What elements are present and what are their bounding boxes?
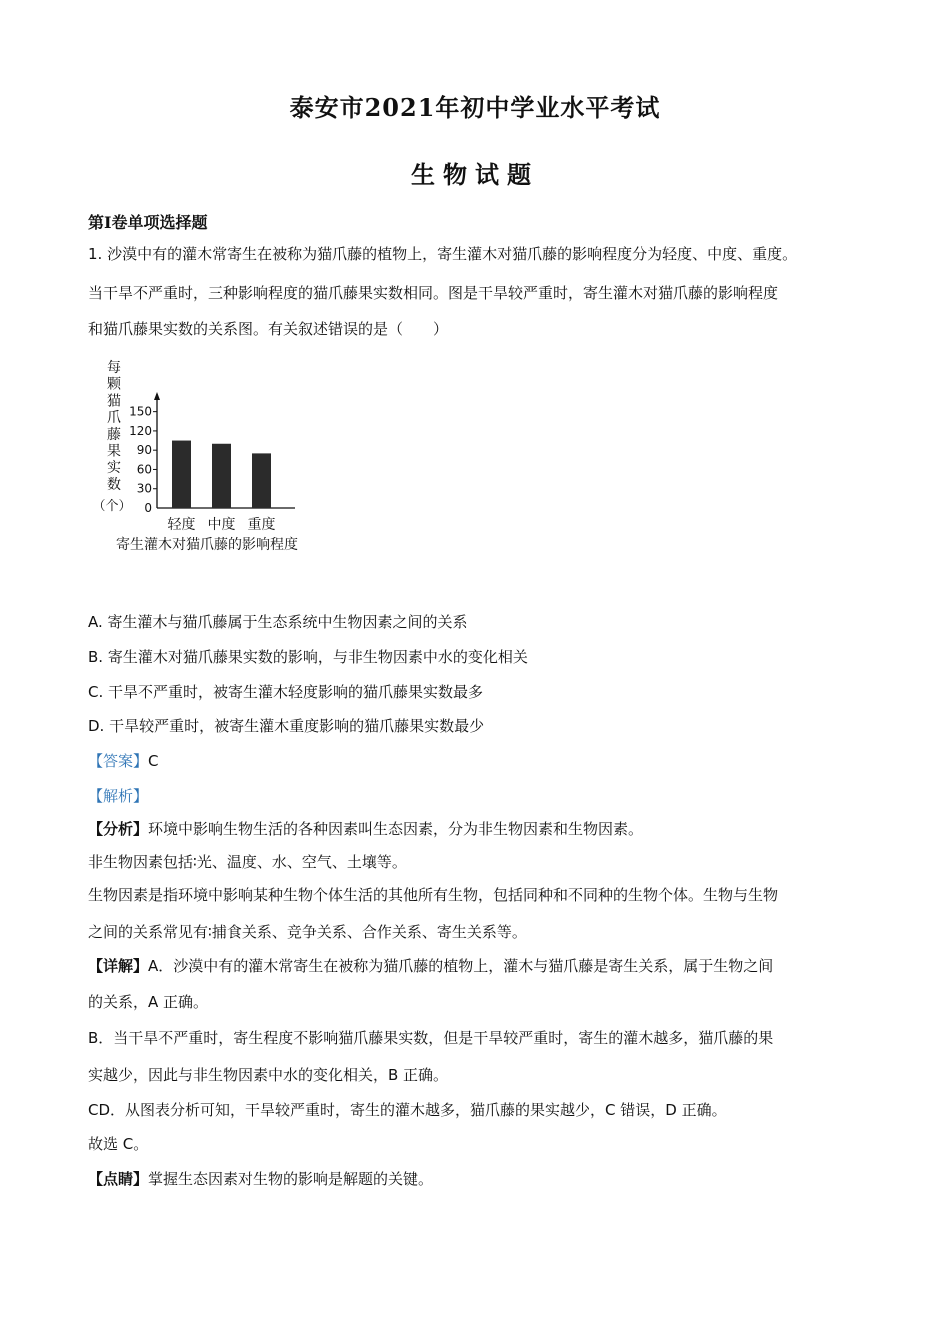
question-line-1: 1. 沙漠中有的灌木常寄生在被称为猫爪藤的植物上，寄生灌木对猫爪藤的影响程度分为轻度、中度、重度。 <box>88 245 798 263</box>
analysis-fenxi <box>88 819 643 839</box>
bar-轻度 <box>172 441 191 508</box>
analysis-label: 【解析】 <box>88 787 149 805</box>
y-tick-label: 90 <box>136 443 152 458</box>
dianjing-text: 掌握生态因素对生物的影响是解题的关键。 <box>148 1170 434 1188</box>
y-axis-label <box>92 360 131 514</box>
y-label-char: 猫 <box>107 393 121 410</box>
y-tick-label: 120 <box>129 423 152 438</box>
answer-label: 【答案】 <box>88 752 149 770</box>
analysis-dianjing <box>88 1169 433 1189</box>
y-tick-label: 0 <box>144 501 152 515</box>
y-label-char: 藤 <box>107 426 121 443</box>
x-category-label: 中度 <box>207 517 236 533</box>
fenxi-text: 环境中影响生物生活的各种因素叫生态因素，分为非生物因素和生物因素。 <box>148 820 644 838</box>
bar-中度 <box>212 444 231 508</box>
x-axis-label: 寄生灌木对猫爪藤的影响程度 <box>116 537 298 553</box>
option-b: B. 寄生灌木对猫爪藤果实数的影响，与非生物因素中水的变化相关 <box>88 648 528 666</box>
y-label-char: 数 <box>107 476 121 493</box>
answer-value: C <box>148 752 159 770</box>
y-label-char: 实 <box>107 460 121 477</box>
section-heading: 第I卷单项选择题 <box>88 213 208 232</box>
option-d: D. 干旱较严重时，被寄生灌木重度影响的猫爪藤果实数最少 <box>88 717 485 735</box>
bar-series <box>172 441 271 508</box>
bar-重度 <box>252 453 271 508</box>
option-c: C. 干旱不严重时，被寄生灌木轻度影响的猫爪藤果实数最多 <box>88 683 484 701</box>
x-category-label: 轻度 <box>167 517 196 533</box>
analysis-line-6: 的关系，A 正确。 <box>88 993 209 1011</box>
y-label-char: 每 <box>107 360 121 376</box>
y-label-char: 果 <box>107 443 121 460</box>
x-axis-categories <box>168 516 276 533</box>
analysis-line-3: 生物因素是指环境中影响某种生物个体生活的其他所有生物，包括同种和不同种的生物个体。生物与生物 <box>88 886 779 904</box>
analysis-xiangjie <box>88 956 773 976</box>
fenxi-label: 【分析】 <box>88 820 149 838</box>
y-label-char: 爪 <box>107 410 121 427</box>
page-subtitle: 生物试题 <box>411 160 539 189</box>
analysis-line-2: 非生物因素包括∶光、温度、水、空气、土壤等。 <box>88 853 407 871</box>
option-a: A. 寄生灌木与猫爪藤属于生态系统中生物因素之间的关系 <box>88 613 468 631</box>
y-tick-label: 150 <box>129 404 152 419</box>
analysis-line-9: CD．从图表分析可知，干旱较严重时，寄生的灌木越多，猫爪藤的果实越少，C 错误，D 正确。 <box>88 1101 727 1119</box>
dianjing-label: 【点睛】 <box>88 1170 149 1188</box>
analysis-line-7: B．当干旱不严重时，寄生程度不影响猫爪藤果实数，但是干旱较严重时，寄生的灌木越多，猫爪藤的果 <box>88 1029 774 1047</box>
fruit-count-bar-chart <box>90 352 350 562</box>
page-title: 泰安市2021年初中学业水平考试 <box>289 93 661 122</box>
xiangjie-text: A．沙漠中有的灌木常寄生在被称为猫爪藤的植物上，灌木与猫爪藤是寄生关系，属于生物之间 <box>148 957 774 975</box>
question-line-3: 和猫爪藤果实数的关系图。有关叙述错误的是（ ） <box>88 320 449 338</box>
analysis-line-8: 实越少，因此与非生物因素中水的变化相关，B 正确。 <box>88 1066 449 1084</box>
y-axis-arrow <box>154 392 160 400</box>
y-axis-ticks <box>129 405 157 515</box>
answer-line <box>88 751 159 771</box>
y-label-unit: （个） <box>92 499 132 514</box>
x-category-label: 重度 <box>247 517 276 533</box>
y-label-char: 颗 <box>107 376 121 393</box>
xiangjie-label: 【详解】 <box>88 957 149 975</box>
analysis-line-10: 故选 C。 <box>88 1135 149 1153</box>
question-line-2: 当干旱不严重时，三种影响程度的猫爪藤果实数相同。图是干旱较严重时，寄生灌木对猫爪藤的影响程度 <box>88 284 779 302</box>
y-tick-label: 30 <box>136 481 152 496</box>
y-tick-label: 60 <box>136 462 152 477</box>
analysis-line-4: 之间的关系常见有∶捕食关系、竞争关系、合作关系、寄生关系等。 <box>88 923 527 941</box>
